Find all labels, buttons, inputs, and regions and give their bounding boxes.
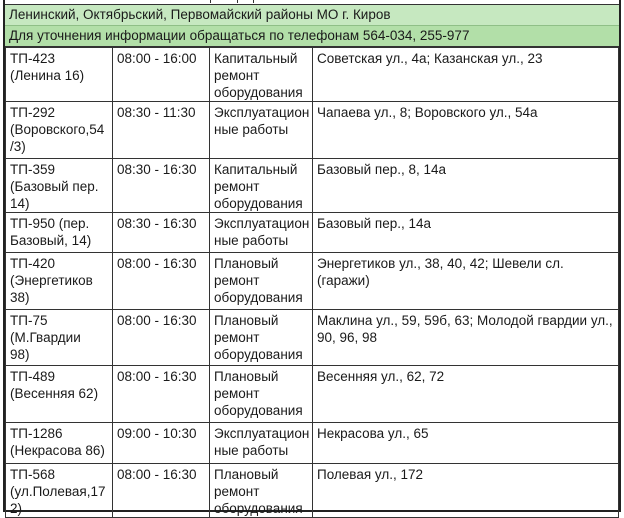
addresses-cell [313, 159, 619, 213]
substation-cell [6, 102, 113, 159]
work-type-cell [210, 213, 313, 253]
substation-cell-text: ТП-75 (М.Гвардии 98) [10, 313, 81, 362]
work-type-cell [210, 253, 313, 310]
time-cell [113, 253, 210, 310]
substation-cell-text: ТП-950 (пер. Базовый, 14) [10, 216, 92, 248]
work-type-cell [210, 464, 313, 518]
substation-cell-text: ТП-568 (ул.Полевая,17 2) [10, 467, 106, 516]
time-cell-text: 08:00 - 16:30 [117, 467, 197, 482]
outage-schedule-sheet [3, 0, 621, 516]
addresses-cell [313, 102, 619, 159]
substation-cell-text: ТП-1286 (Некрасова 86) [10, 426, 105, 458]
addresses-cell-text: Весенняя ул., 62, 72 [317, 369, 445, 384]
contact-header: Для уточнения информации обращаться по телефонам 564-034, 255-977 [5, 26, 619, 47]
addresses-cell-text: Некрасова ул., 65 [317, 426, 429, 441]
addresses-cell-text: Базовый пер., 14а [317, 216, 432, 231]
time-cell-text: 09:00 - 10:30 [117, 426, 197, 441]
substation-cell-text: ТП-359 (Базовый пер. 14) [10, 162, 99, 211]
table-row [6, 48, 619, 102]
work-type-cell-text: Эксплуатацион ные работы [214, 216, 310, 248]
work-type-cell-text: Капитальный ремонт оборудования [214, 51, 303, 100]
time-cell-text: 08:30 - 16:30 [117, 216, 197, 231]
substation-cell [6, 253, 113, 310]
table-row [6, 366, 619, 423]
addresses-cell-text: Энергетиков ул., 38, 40, 42; Шевели сл. (гаражи) [317, 256, 564, 288]
cropped-top-border [5, 0, 619, 5]
table-row [6, 102, 619, 159]
time-cell [113, 310, 210, 366]
time-cell [113, 102, 210, 159]
substation-cell [6, 310, 113, 366]
time-cell-text: 08:30 - 11:30 [117, 105, 196, 120]
addresses-cell [313, 464, 619, 518]
substation-cell [6, 423, 113, 464]
substation-cell-text: ТП-420 (Энергетиков 38) [10, 256, 93, 305]
time-cell-text: 08:30 - 16:30 [117, 162, 197, 177]
work-type-cell [210, 310, 313, 366]
substation-cell [6, 48, 113, 102]
addresses-cell-text: Чапаева ул., 8; Воровского ул., 54а [317, 105, 538, 120]
addresses-cell-text: Полевая ул., 172 [317, 467, 423, 482]
work-type-cell-text: Капитальный ремонт оборудования [214, 162, 303, 211]
work-type-cell-text: Плановый ремонт оборудования [214, 467, 303, 516]
addresses-cell [313, 423, 619, 464]
work-type-cell [210, 48, 313, 102]
work-type-cell-text: Плановый ремонт оборудования [214, 313, 303, 362]
table-row [6, 213, 619, 253]
district-header: Ленинский, Октябрьский, Первомайский районы МО г. Киров [5, 5, 619, 26]
addresses-cell [313, 253, 619, 310]
outage-table [5, 47, 619, 518]
substation-cell [6, 366, 113, 423]
substation-cell-text: ТП-423 (Ленина 16) [10, 51, 85, 83]
work-type-cell [210, 102, 313, 159]
table-row [6, 159, 619, 213]
addresses-cell [313, 310, 619, 366]
substation-cell [6, 213, 113, 253]
table-row [6, 464, 619, 518]
time-cell-text: 08:00 - 16:00 [117, 51, 197, 66]
work-type-cell-text: Плановый ремонт оборудования [214, 256, 303, 305]
addresses-cell [313, 48, 619, 102]
addresses-cell-text: Базовый пер., 8, 14а [317, 162, 447, 177]
time-cell-text: 08:00 - 16:30 [117, 369, 197, 384]
substation-cell [6, 464, 113, 518]
time-cell [113, 464, 210, 518]
table-row [6, 253, 619, 310]
work-type-cell [210, 366, 313, 423]
work-type-cell-text: Эксплуатацион ные работы [214, 105, 310, 137]
time-cell [113, 48, 210, 102]
addresses-cell-text: Маклина ул., 59, 59б, 63; Молодой гвардии ул., 90, 96, 98 [317, 313, 613, 345]
time-cell-text: 08:00 - 16:30 [117, 256, 197, 271]
table-row [6, 310, 619, 366]
addresses-cell-text: Советская ул., 4а; Казанская ул., 23 [317, 51, 543, 66]
time-cell-text: 08:00 - 16:30 [117, 313, 197, 328]
addresses-cell [313, 213, 619, 253]
work-type-cell [210, 423, 313, 464]
time-cell [113, 366, 210, 423]
substation-cell-text: ТП-292 (Воровского,54 /3) [10, 105, 105, 154]
work-type-cell [210, 159, 313, 213]
work-type-cell-text: Эксплуатацион ные работы [214, 426, 310, 458]
substation-cell [6, 159, 113, 213]
substation-cell-text: ТП-489 (Весенняя 62) [10, 369, 99, 401]
addresses-cell [313, 366, 619, 423]
work-type-cell-text: Плановый ремонт оборудования [214, 369, 303, 418]
time-cell [113, 213, 210, 253]
table-row [6, 423, 619, 464]
time-cell [113, 159, 210, 213]
time-cell [113, 423, 210, 464]
